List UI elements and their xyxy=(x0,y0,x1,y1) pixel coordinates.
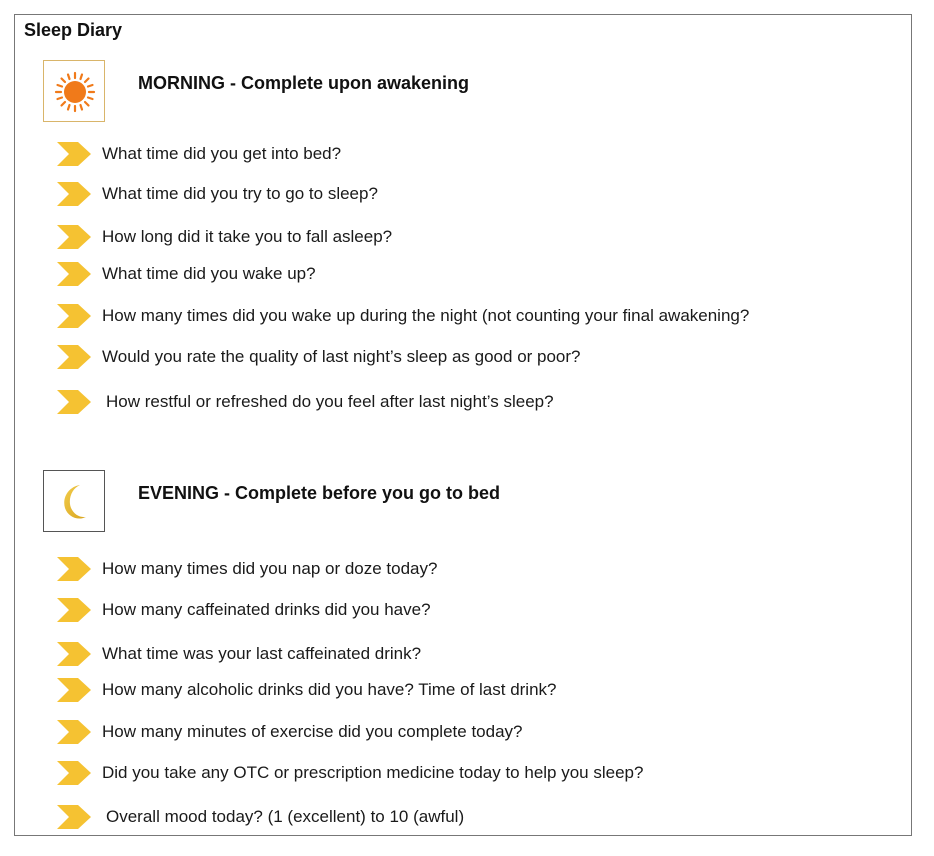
question-text: What time did you try to go to sleep? xyxy=(102,184,378,203)
question-text: Did you take any OTC or prescription medicine today to help you sleep? xyxy=(102,763,644,782)
question-text: How many caffeinated drinks did you have? xyxy=(102,600,431,619)
question-text: How many times did you wake up during the night (not counting your final awakening? xyxy=(102,306,750,325)
question-text: Overall mood today? (1 (excellent) to 10 (awful) xyxy=(106,807,465,826)
question-text: What time did you get into bed? xyxy=(102,144,342,163)
question-text: How long did it take you to fall asleep? xyxy=(102,227,393,246)
evening-heading: EVENING - Complete before you go to bed xyxy=(138,483,501,503)
sun-icon xyxy=(43,60,105,122)
question-text: How many alcoholic drinks did you have? Time of last drink? xyxy=(102,680,557,699)
question-text: How many times did you nap or doze today? xyxy=(102,559,438,578)
question-text: What time did you wake up? xyxy=(102,264,316,283)
question-text: What time was your last caffeinated drink? xyxy=(102,644,422,663)
question-text: Would you rate the quality of last night’s sleep as good or poor? xyxy=(102,347,581,366)
morning-heading: MORNING - Complete upon awakening xyxy=(138,73,470,93)
crescent-moon-icon xyxy=(43,470,105,532)
question-text: How restful or refreshed do you feel after last night’s sleep? xyxy=(106,392,554,411)
document-frame xyxy=(14,14,912,836)
question-text: How many minutes of exercise did you complete today? xyxy=(102,722,523,741)
document-title: Sleep Diary xyxy=(24,20,123,40)
